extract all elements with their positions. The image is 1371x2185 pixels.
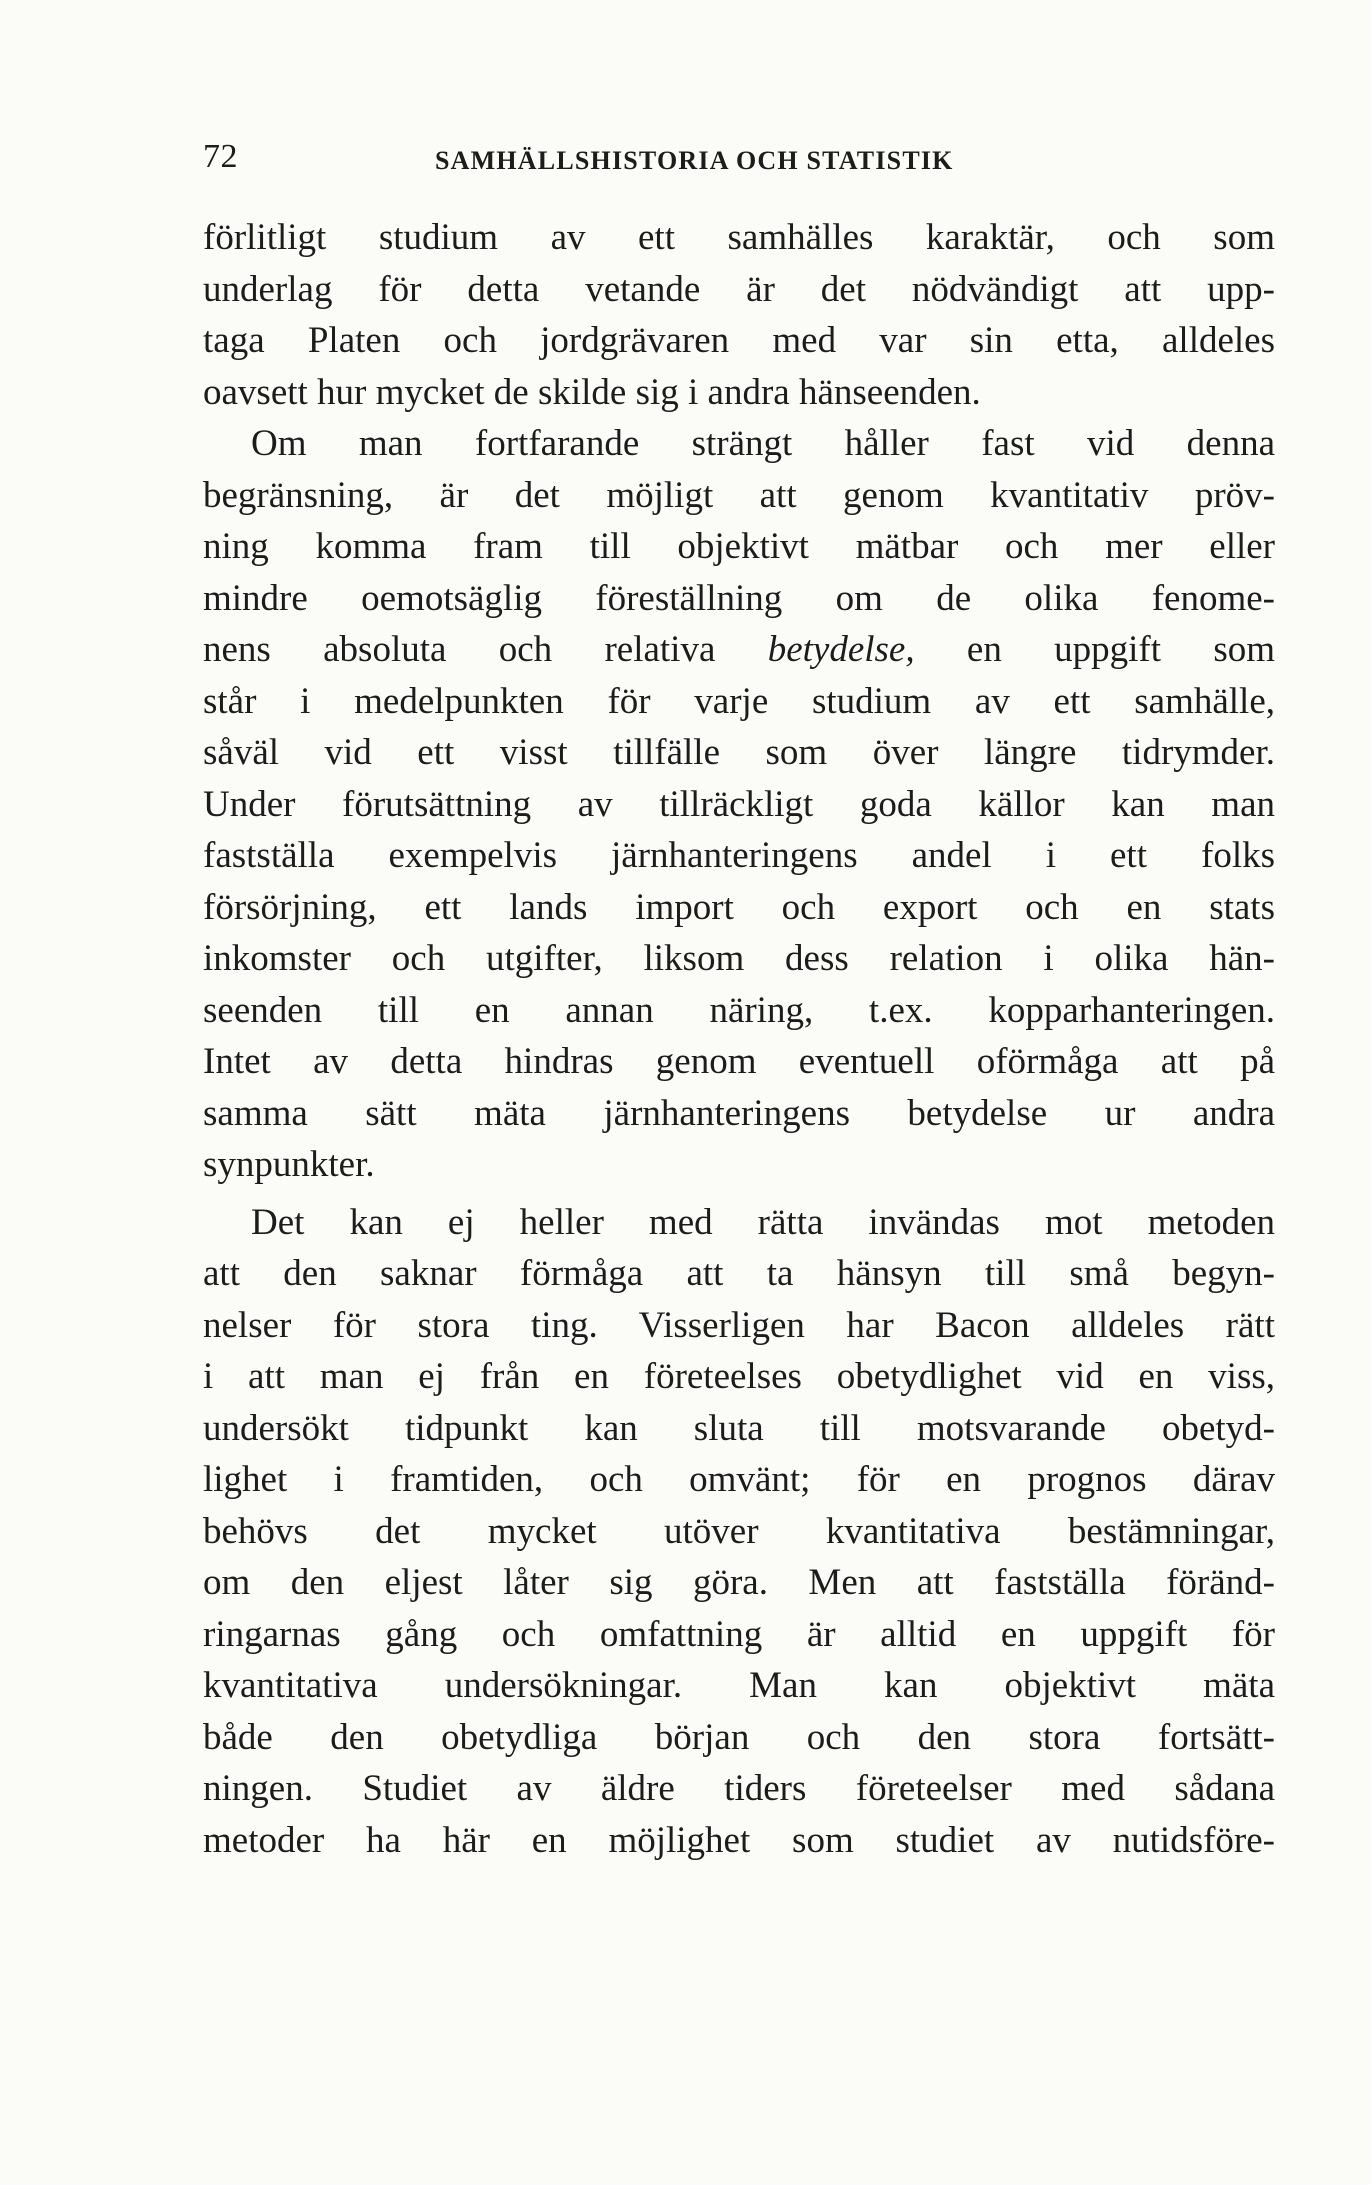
text-line: oavsett hur mycket de skilde sig i andra hänseenden. bbox=[203, 371, 981, 413]
text-line: Om man fortfarande strängt håller fast vid denna bbox=[251, 423, 1275, 464]
text-line: seenden till en annan näring, t.ex. kopparhanteringen. bbox=[203, 989, 1275, 1031]
text-line: såväl vid ett visst tillfälle som över längre tidrymder. bbox=[203, 732, 1275, 773]
text-line: metoder ha här en möjlighet som studiet av nutidsföre- bbox=[203, 1819, 1275, 1861]
text-line: ningen. Studiet av äldre tiders företeelser med sådana bbox=[203, 1768, 1275, 1809]
body-text bbox=[203, 212, 1275, 1866]
text-line: mindre oemotsäglig föreställning om de olika fenome- bbox=[203, 577, 1275, 619]
text-line: ning komma fram till objektivt mätbar och mer eller bbox=[203, 526, 1275, 567]
text-line: behövs det mycket utöver kvantitativa bestämningar, bbox=[203, 1510, 1275, 1552]
text-line: i att man ej från en företeelses obetydlighet vid en viss, bbox=[203, 1356, 1275, 1397]
text-line: taga Platen och jordgrävaren med var sin etta, alldeles bbox=[203, 320, 1275, 361]
paragraph bbox=[203, 418, 1275, 1191]
text-line: ringarnas gång och omfattning är alltid en uppgift för bbox=[203, 1613, 1275, 1655]
text-line: begränsning, är det möjligt att genom kvantitativ pröv- bbox=[203, 474, 1275, 516]
text-run: en uppgift som bbox=[914, 629, 1276, 670]
text-line: lighet i framtiden, och omvänt; för en prognos därav bbox=[203, 1459, 1275, 1500]
text-line: Intet av detta hindras genom eventuell oförmåga att på bbox=[203, 1041, 1275, 1082]
text-run: nens absoluta och relativa bbox=[203, 629, 768, 670]
text-line: undersökt tidpunkt kan sluta till motsvarande obetyd- bbox=[203, 1407, 1275, 1449]
text-line: nelser för stora ting. Visserligen har Bacon alldeles rätt bbox=[203, 1304, 1275, 1346]
text-line-with-emphasis bbox=[203, 624, 1275, 676]
text-line: Under förutsättning av tillräckligt goda källor kan man bbox=[203, 783, 1275, 825]
text-line: Det kan ej heller med rätta invändas mot metoden bbox=[251, 1201, 1275, 1243]
running-title: SAMHÄLLSHISTORIA OCH STATISTIK bbox=[435, 146, 954, 175]
running-head bbox=[203, 138, 1235, 178]
text-line: samma sätt mäta järnhanteringens betydelse ur andra bbox=[203, 1092, 1275, 1134]
page-number: 72 bbox=[203, 138, 238, 175]
text-line: står i medelpunkten för varje studium av ett samhälle, bbox=[203, 680, 1275, 722]
text-line: underlag för detta vetande är det nödvändigt att upp- bbox=[203, 268, 1275, 310]
paragraph bbox=[203, 1197, 1275, 1867]
text-line: synpunkter. bbox=[203, 1144, 375, 1185]
text-line: förlitligt studium av ett samhälles karaktär, och som bbox=[203, 217, 1275, 258]
text-line: om den eljest låter sig göra. Men att fastställa föränd- bbox=[203, 1562, 1275, 1603]
text-line: inkomster och utgifter, liksom dess relation i olika hän- bbox=[203, 938, 1275, 979]
text-line: både den obetydliga början och den stora fortsätt- bbox=[203, 1716, 1275, 1758]
text-line: fastställa exempelvis järnhanteringens andel i ett folks bbox=[203, 835, 1275, 876]
emphasized-word: betydelse, bbox=[767, 629, 915, 670]
text-line: kvantitativa undersökningar. Man kan objektivt mäta bbox=[203, 1665, 1275, 1706]
text-line: att den saknar förmåga att ta hänsyn till små begyn- bbox=[203, 1253, 1275, 1294]
paragraph bbox=[203, 212, 1275, 418]
text-line: försörjning, ett lands import och export och en stats bbox=[203, 886, 1275, 928]
